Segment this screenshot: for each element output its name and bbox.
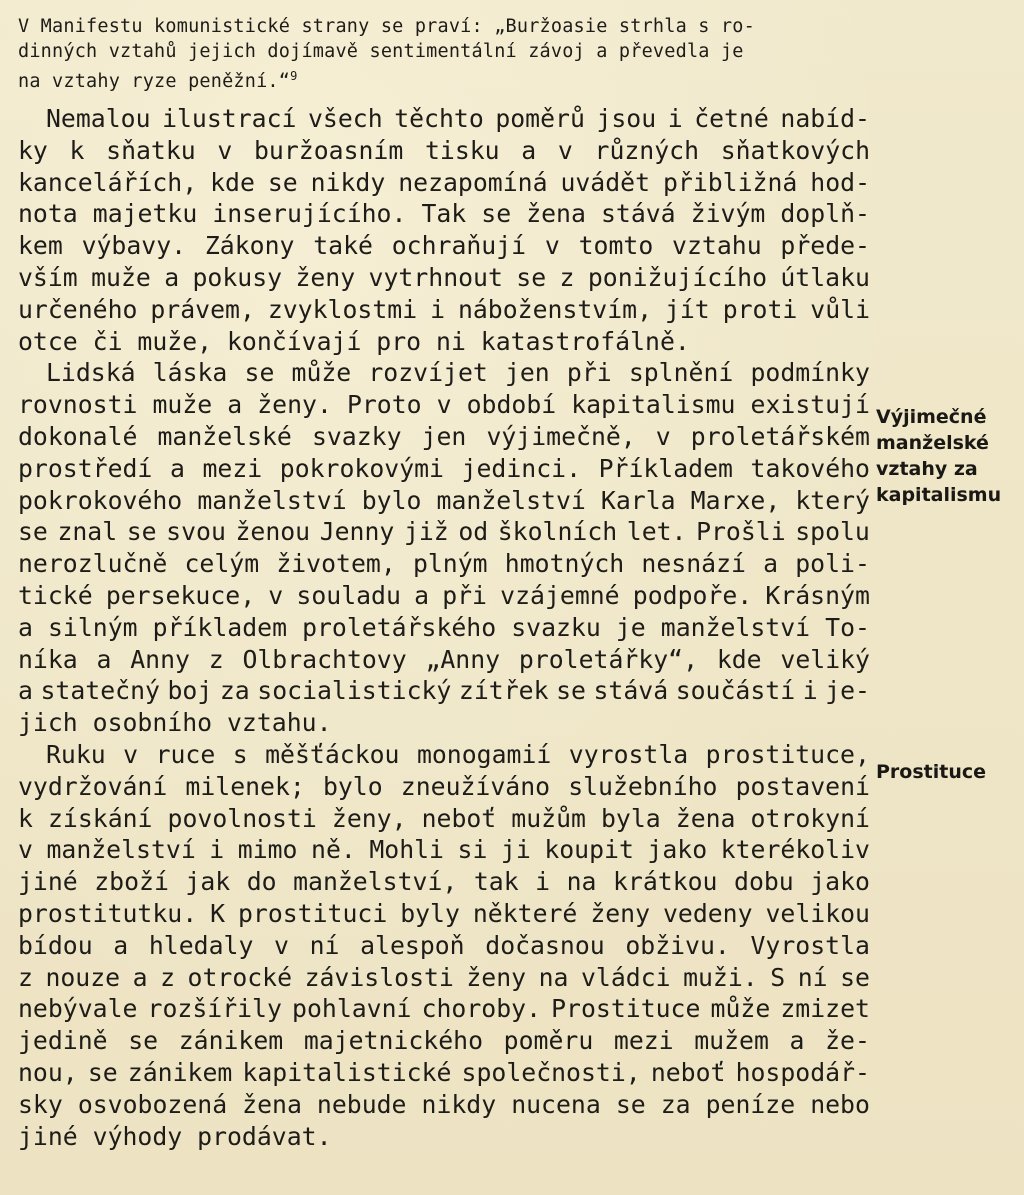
- paragraph-line: v manželství i mimo ně. Mohli si ji koupit jako kterékoliv: [18, 835, 870, 865]
- paragraph-line: Ruku v ruce s měšťáckou monogamií vyrostla prostituce,: [46, 739, 870, 769]
- paragraph-line: nota majetku inserujícího. Tak se žena stává živým doplň-: [18, 199, 870, 229]
- paragraph-line: určeného právem, zvyklostmi i náboženstvím, jít proti vůli: [18, 294, 870, 324]
- paragraph: [18, 103, 870, 357]
- body-text: [18, 103, 870, 1152]
- paragraph-line: vydržování milenek; bylo zneužíváno služebního postavení: [18, 771, 870, 801]
- paragraph-line: prostředí a mezi pokrokovými jedinci. Příkladem takového: [18, 453, 870, 483]
- paragraph-line: kancelářích, kde se nikdy nezapomíná uvádět přibližná hod-: [18, 167, 870, 197]
- quote-line: dinných vztahů jejich dojímavě sentimentální závoj a převedla je: [18, 41, 744, 62]
- paragraph-line: ky k sňatku v buržoasním tisku a v různých sňatkových: [18, 135, 870, 165]
- margin-note-exceptional-marriages: [876, 404, 1016, 508]
- paragraph-line: jich osobního vztahu.: [18, 708, 332, 738]
- paragraph-line: jiné výhody prodávat.: [18, 1121, 332, 1151]
- paragraph: [18, 357, 870, 739]
- paragraph-line: kem výbavy. Zákony také ochraňují v tomto vztahu přede-: [18, 231, 870, 261]
- margin-note-prostitution: [876, 759, 1016, 785]
- paragraph-line: rovnosti muže a ženy. Proto v období kapitalismu existují: [18, 390, 870, 420]
- paragraph-line: jiné zboží jak do manželství, tak i na krátkou dobu jako: [18, 867, 870, 897]
- paragraph-line: níka a Anny z Olbrachtovy „Anny proletářky“, kde veliký: [18, 644, 870, 674]
- margin-note-line: manželské: [876, 432, 989, 454]
- margin-note-line: vztahy za: [876, 458, 978, 480]
- paragraph-line: Nemalou ilustrací všech těchto poměrů jsou i četné nabíd-: [46, 104, 870, 133]
- paragraph-line: nerozlučně celým životem, plným hmotných nesnází a poli-: [18, 549, 870, 579]
- paragraph-line: jedině se zánikem majetnického poměru mezi mužem a že-: [18, 1026, 870, 1056]
- paragraph-line: Lidská láska se může rozvíjet jen při splnění podmínky: [46, 358, 870, 388]
- paragraph-line: se znal se svou ženou Jenny již od školních let. Prošli spolu: [18, 517, 870, 547]
- paragraph-line: prostitutku. K prostituci byly některé ženy vedeny velikou: [18, 898, 870, 928]
- quote-line-text: na vztahy ryze peněžní.“: [18, 71, 291, 93]
- paragraph-line: tické persekuce, v souladu a při vzájemné podpoře. Krásným: [18, 580, 870, 610]
- quote-line: [18, 64, 878, 94]
- paragraph: [18, 739, 870, 1152]
- paragraph-line: k získání povolnosti ženy, neboť mužům byla žena otrokyní: [18, 803, 870, 833]
- paragraph-line: sky osvobozená žena nebude nikdy nucena se za peníze nebo: [18, 1089, 870, 1119]
- paragraph-line: a silným příkladem proletářského svazku je manželství To-: [18, 612, 870, 642]
- paragraph-line: nou, se zánikem kapitalistické společnosti, neboť hospodář-: [18, 1057, 870, 1087]
- paragraph-line: bídou a hledaly v ní alespoň dočasnou obživu. Vyrostla: [18, 930, 870, 960]
- paragraph-line: z nouze a z otrocké závislosti ženy na vládci muži. S ní se: [18, 962, 870, 992]
- margin-note-line: kapitalismu: [876, 484, 1002, 506]
- paragraph-line: pokrokového manželství bylo manželství Karla Marxe, který: [18, 485, 870, 515]
- footnote-marker: 9: [290, 69, 298, 83]
- margin-note-line: Výjimečné: [876, 406, 987, 428]
- paragraph-line: vším muže a pokusy ženy vytrhnout se z ponižujícího útlaku: [18, 262, 870, 292]
- quote-line: V Manifestu komunistické strany se praví: „Buržoasie strhla s ro-: [18, 16, 755, 37]
- manifesto-quote: [18, 14, 878, 94]
- paragraph-line: otce či muže, končívají pro ni katastrofálně.: [18, 326, 690, 356]
- margin-note-line: Prostituce: [876, 761, 987, 783]
- paragraph-line: nebývale rozšířily pohlavní choroby. Prostituce může zmizet: [18, 994, 870, 1024]
- paragraph-line: a statečný boj za socialistický zítřek se stává součástí i je-: [18, 676, 870, 706]
- paragraph-line: dokonalé manželské svazky jen výjimečně, v proletářském: [18, 421, 870, 451]
